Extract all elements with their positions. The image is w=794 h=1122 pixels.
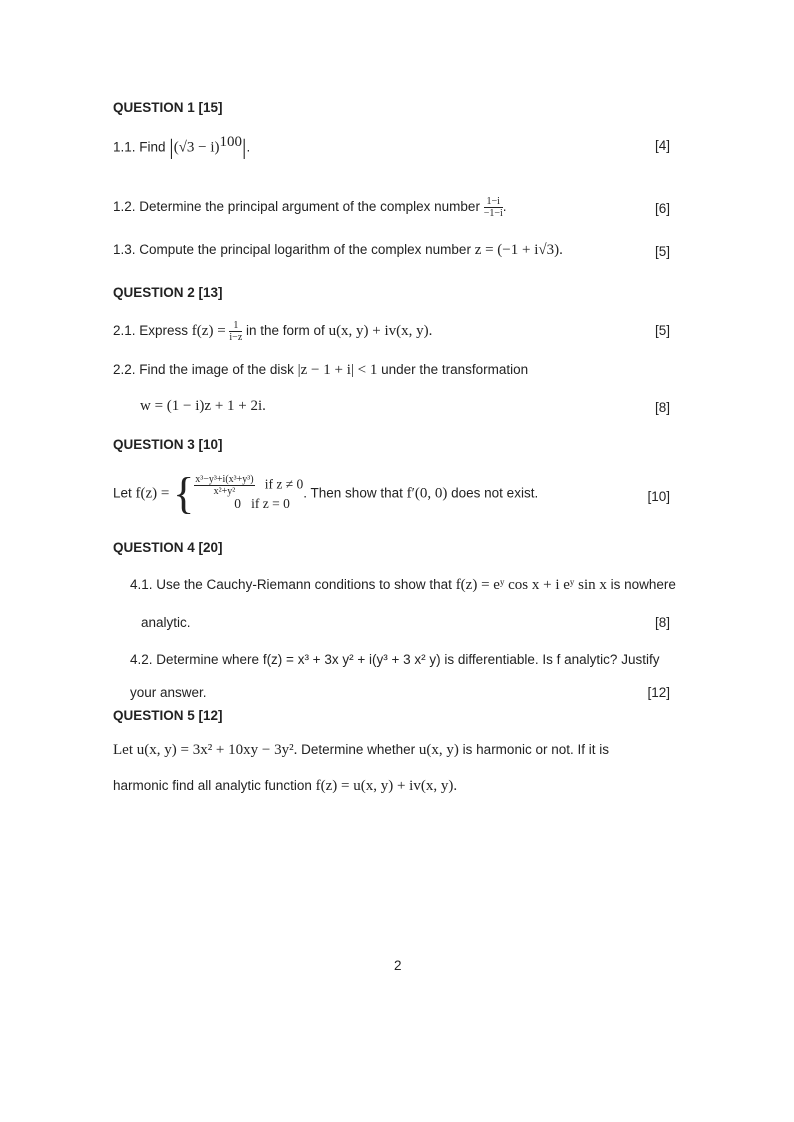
question-1-3 [113,242,563,259]
q21-fz: f(z) = [191,323,230,340]
q21-prefix: 2.1. Express [113,323,192,339]
q5-text-d: is harmonic or not. If it is [458,742,609,757]
question-2-2 [113,362,528,379]
q12-den: −1−i [483,208,503,219]
q21-mid: in the form of [242,323,329,339]
q41-text: 4.1. Use the Cauchy-Riemann conditions to show that [130,577,456,592]
q42-line2: your answer. [130,685,207,700]
q12-fraction [484,196,503,219]
q5-text-b: Determine whether [297,742,419,757]
q11-mark: [4] [654,138,670,153]
q41-line2: analytic. [141,615,191,630]
q11-exponent: 100 [219,134,243,150]
q12-text: 1.2. Determine the principal argument of the complex number [113,199,484,215]
q22-expr: |z − 1 + i| < 1 [297,362,378,378]
q42-prefix: 4.2. Determine where [130,652,263,667]
question-1-heading: QUESTION 1 [15] [113,100,223,115]
q13-expr: z = (−1 + i√3). [474,242,563,258]
q13-text: 1.3. Compute the principal logarithm of the complex number [113,242,475,257]
question-1-2 [113,196,507,219]
q41-mark: [8] [654,615,670,630]
q3-cond1: if z ≠ 0 [264,476,304,492]
q3-suffix: . Then show that [303,485,407,501]
question-3-heading: QUESTION 3 [10] [113,437,223,452]
question-3 [113,469,539,518]
question-5-line2 [113,778,457,795]
q5-text-2a: harmonic find all analytic function [113,778,316,793]
q12-mark: [6] [654,201,670,216]
abs-bar-left: | [169,134,174,160]
q3-fprime: f′(0, 0) [406,485,448,502]
q21-fraction [229,320,242,343]
q21-expr: u(x, y) + iv(x, y). [328,323,433,340]
q11-period: . [246,139,251,155]
q3-den: x²+y² [213,486,236,497]
question-1-1 [113,134,250,161]
q41-tail: is nowhere [606,577,676,592]
question-2-heading: QUESTION 2 [13] [113,285,223,300]
page-number: 2 [394,958,402,973]
q22-suffix: under the transformation [377,362,529,377]
q22-mark: [8] [654,400,670,415]
q41-expr: f(z) = eʸ cos x + i eʸ sin x [455,577,607,593]
left-brace: { [173,469,195,518]
question-2-1 [113,320,432,343]
question-5-heading: QUESTION 5 [12] [113,708,223,723]
q3-zero: 0 [234,496,242,511]
q22-transformation: w = (1 − i)z + 1 + 2i. [140,398,266,414]
q42-mark: [12] [647,685,670,700]
abs-bar-right: | [242,134,247,160]
q11-expr: (√3 − i) [173,139,220,156]
question-5-line1 [113,742,609,759]
q21-mark: [5] [654,323,670,338]
q3-prefix: Let [113,485,136,501]
q12-num: 1−i [484,196,503,208]
q3-suffix2: does not exist. [447,485,539,501]
q3-cond2: if z = 0 [251,496,290,511]
q11-prefix: 1.1. Find [113,139,170,155]
q5-u-def: Let u(x, y) = 3x² + 10xy − 3y². [113,742,298,758]
question-4-heading: QUESTION 4 [20] [113,540,223,555]
q5-u: u(x, y) [418,742,459,758]
q3-fz: f(z) = [135,485,174,502]
piecewise-cases [194,474,303,514]
q13-mark: [5] [654,244,670,259]
q21-num: 1 [229,320,242,332]
q21-den: i−z [229,332,243,343]
q5-f-expr: f(z) = u(x, y) + iv(x, y). [315,778,458,794]
question-4-1 [130,577,676,594]
q42-expr: f(z) = x³ + 3x y² + i(y³ + 3 x² y) [262,652,441,667]
q12-period: . [502,199,507,215]
q22-prefix: 2.2. Find the image of the disk [113,362,298,377]
q3-mark: [10] [647,489,670,504]
question-4-2 [130,652,659,667]
q3-num: x³−y³+i(x³+y³) [195,474,254,485]
q42-tail: is differentiable. Is f analytic? Justify [440,652,660,667]
